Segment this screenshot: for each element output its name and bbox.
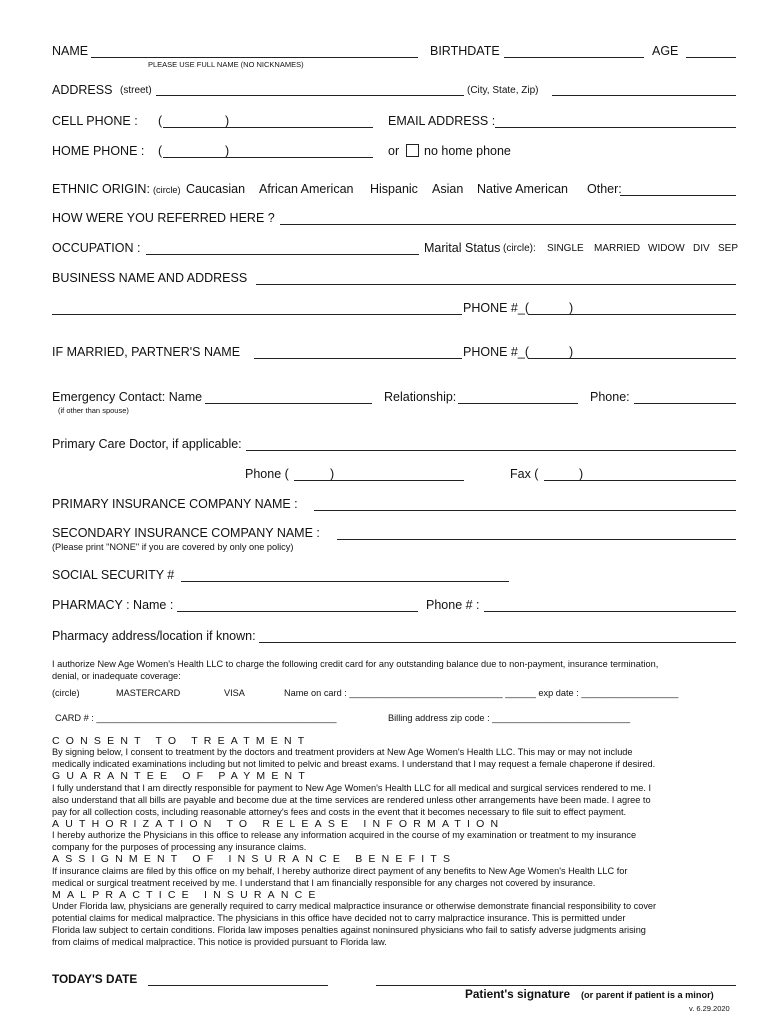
primary-insurance-label: PRIMARY INSURANCE COMPANY NAME :: [52, 497, 298, 511]
emergency-phone-label: Phone:: [590, 390, 630, 404]
secondary-insurance-sub: (Please print "NONE" if you are covered by only one policy): [52, 542, 294, 552]
cell-paren-close: ): [225, 114, 230, 128]
pcp-fax-label: Fax (: [510, 467, 539, 481]
malpractice-line: from claims of medical malpractice. This notice is provided pursuant to Florida law.: [52, 937, 387, 947]
pharmacy-name-label: PHARMACY : Name :: [52, 598, 174, 612]
ethnic-option-asian[interactable]: Asian: [432, 182, 464, 196]
consent-line: medically indicated examinations including but not limited to pelvic and breast exams. I understand that I may request a female chaperone if desired.: [52, 759, 656, 769]
name-field[interactable]: [91, 57, 418, 58]
street-hint: (street): [120, 85, 152, 96]
release-line: I hereby authorize the Physicians in this office to release any information acquired in the course of my examination or treatment to my insurance: [52, 830, 637, 840]
email-field[interactable]: [495, 127, 736, 128]
signature-field[interactable]: [376, 985, 736, 986]
pharmacy-address-label: Pharmacy address/location if known:: [52, 629, 256, 643]
pcp-field[interactable]: [246, 450, 736, 451]
marital-circle-hint: (circle):: [503, 243, 536, 254]
release-heading: AUTHORIZATION TO RELEASE INFORMATION: [52, 818, 505, 830]
occupation-label: OCCUPATION :: [52, 241, 141, 255]
consent-heading: CONSENT TO TREATMENT: [52, 735, 311, 747]
assignment-line: If insurance claims are filed by this office on my behalf, I hereby authorize direct payment of any benefits to New Age Women's Health LLC for: [52, 866, 628, 876]
name-hint: PLEASE USE FULL NAME (NO NICKNAMES): [148, 60, 304, 69]
no-home-phone-checkbox[interactable]: [406, 144, 419, 157]
business-phone-label: PHONE #_(: [463, 301, 529, 315]
business-phone-close: ): [569, 301, 574, 315]
emergency-contact-label: Emergency Contact: Name: [52, 390, 203, 404]
relationship-field[interactable]: [458, 403, 578, 404]
marital-option-div[interactable]: DIV: [693, 243, 710, 254]
primary-insurance-field[interactable]: [314, 510, 736, 511]
card-name-exp[interactable]: Name on card : ______________________________ ______ exp date : ___________________: [284, 688, 679, 698]
ethnic-option-african-american[interactable]: African American: [259, 182, 354, 196]
business-phone-field[interactable]: [528, 314, 736, 315]
guarantee-heading: GUARANTEE OF PAYMENT: [52, 770, 311, 782]
age-label: AGE: [652, 44, 679, 58]
ethnic-option-hispanic[interactable]: Hispanic: [370, 182, 418, 196]
birthdate-field[interactable]: [504, 57, 644, 58]
malpractice-line: Under Florida law, physicians are generally required to carry medical malpractice insurance or otherwise demonstrate financial responsibility to cover: [52, 901, 657, 911]
ethnic-origin-label: ETHNIC ORIGIN:: [52, 182, 150, 196]
ethnic-option-caucasian[interactable]: Caucasian: [186, 182, 246, 196]
todays-date-label: TODAY'S DATE: [52, 972, 138, 986]
business-address-field[interactable]: [52, 314, 462, 315]
ssn-field[interactable]: [181, 581, 509, 582]
emergency-name-field[interactable]: [205, 403, 372, 404]
partner-phone-close: ): [569, 345, 574, 359]
name-label: NAME: [52, 44, 89, 58]
ssn-label: SOCIAL SECURITY #: [52, 568, 175, 582]
pcp-phone-label: Phone (: [245, 467, 289, 481]
card-auth-line2: denial, or inadequate coverage:: [52, 671, 181, 681]
pharmacy-phone-label: Phone # :: [426, 598, 480, 612]
malpractice-line: potential claims for medical malpractice. The physicians in this office have decided not to carry malpractice insurance. This is permitted under: [52, 913, 626, 923]
card-option-mastercard[interactable]: MASTERCARD: [116, 688, 181, 698]
ethnic-other-field[interactable]: [620, 195, 736, 196]
partner-phone-label: PHONE #_(: [463, 345, 529, 359]
release-line: company for the purposes of processing any insurance claims.: [52, 842, 307, 852]
card-auth-line1: I authorize New Age Women's Health LLC to charge the following credit card for any outstanding balance due to non-payment, insurance termination,: [52, 659, 659, 669]
partner-name-field[interactable]: [254, 358, 462, 359]
marital-option-sep[interactable]: SEP: [718, 243, 739, 254]
malpractice-line: Florida law subject to certain conditions. Florida law imposes penalties against noninsured physicians who fail to satisfy adverse judgments arising: [52, 925, 646, 935]
card-circle-hint: (circle): [52, 688, 80, 698]
address-label: ADDRESS: [52, 83, 113, 97]
ethnic-circle-hint: (circle): [153, 185, 181, 195]
consent-line: By signing below, I consent to treatment by the doctors and treatment providers at New Age Women's Health LLC. This may or may not include: [52, 747, 633, 757]
cell-paren-open: (: [158, 114, 163, 128]
birthdate-label: BIRTHDATE: [430, 44, 500, 58]
pharmacy-phone-field[interactable]: [484, 611, 736, 612]
home-paren-close: ): [225, 144, 230, 158]
ethnic-other-label: Other:: [587, 182, 622, 196]
ethnic-option-native-american[interactable]: Native American: [477, 182, 569, 196]
pcp-phone-close: ): [330, 467, 335, 481]
pcp-phone-field[interactable]: [294, 480, 464, 481]
pharmacy-name-field[interactable]: [177, 611, 418, 612]
card-number[interactable]: CARD # : _______________________________________________: [55, 713, 337, 723]
referred-field[interactable]: [280, 224, 736, 225]
marital-option-widow[interactable]: WIDOW: [648, 243, 685, 254]
billing-zip[interactable]: Billing address zip code : ___________________________: [388, 713, 631, 723]
city-state-zip-field[interactable]: [552, 95, 736, 96]
guarantee-line: pay for all collection costs, including reasonable attorney's fees and costs in the event that it becomes necessary to file suit to effect payment.: [52, 807, 627, 817]
business-field[interactable]: [256, 284, 736, 285]
marital-option-single[interactable]: SINGLE: [547, 243, 584, 254]
age-field[interactable]: [686, 57, 736, 58]
marital-status-label: Marital Status: [424, 241, 501, 255]
home-paren-open: (: [158, 144, 163, 158]
relationship-label: Relationship:: [384, 390, 457, 404]
pcp-fax-field[interactable]: [544, 480, 736, 481]
emergency-sub: (if other than spouse): [58, 406, 129, 415]
partner-label: IF MARRIED, PARTNER'S NAME: [52, 345, 241, 359]
pcp-fax-close: ): [579, 467, 584, 481]
secondary-insurance-field[interactable]: [337, 539, 736, 540]
home-phone-label: HOME PHONE :: [52, 144, 145, 158]
street-field[interactable]: [156, 95, 464, 96]
malpractice-heading: MALPRACTICE INSURANCE: [52, 889, 322, 901]
todays-date-field[interactable]: [148, 985, 328, 986]
pharmacy-address-field[interactable]: [259, 642, 736, 643]
marital-option-married[interactable]: MARRIED: [594, 243, 641, 254]
secondary-insurance-label: SECONDARY INSURANCE COMPANY NAME :: [52, 526, 320, 540]
partner-phone-field[interactable]: [528, 358, 736, 359]
occupation-field[interactable]: [146, 254, 419, 255]
business-label: BUSINESS NAME AND ADDRESS: [52, 271, 248, 285]
pcp-label: Primary Care Doctor, if applicable:: [52, 437, 242, 451]
signature-label: Patient's signature: [465, 987, 571, 1001]
referred-label: HOW WERE YOU REFERRED HERE ?: [52, 211, 275, 225]
emergency-phone-field[interactable]: [634, 403, 736, 404]
assignment-heading: ASSIGNMENT OF INSURANCE BENEFITS: [52, 853, 457, 865]
assignment-line: medical or surgical treatment received by me. I understand that I am financially responsible for any charges not covered by insurance.: [52, 878, 596, 888]
city-state-zip-hint: (City, State, Zip): [467, 85, 539, 96]
email-label: EMAIL ADDRESS :: [388, 114, 496, 128]
cell-phone-field[interactable]: [163, 127, 373, 128]
home-phone-field[interactable]: [163, 157, 373, 158]
signature-sub: (or parent if patient is a minor): [581, 990, 714, 1000]
or-text: or: [388, 144, 400, 158]
guarantee-line: also understand that all bills are payable and become due at the time services are rendered unless other arrangements have been made. I agree to: [52, 795, 651, 805]
version-label: v. 6.29.2020: [689, 1004, 730, 1013]
no-home-phone-label: no home phone: [424, 144, 511, 158]
card-option-visa[interactable]: VISA: [224, 688, 245, 698]
cell-phone-label: CELL PHONE :: [52, 114, 138, 128]
guarantee-line: I fully understand that I am directly responsible for payment to New Age Women's Health LLC for all medical and surgical services rendered to me. I: [52, 783, 652, 793]
